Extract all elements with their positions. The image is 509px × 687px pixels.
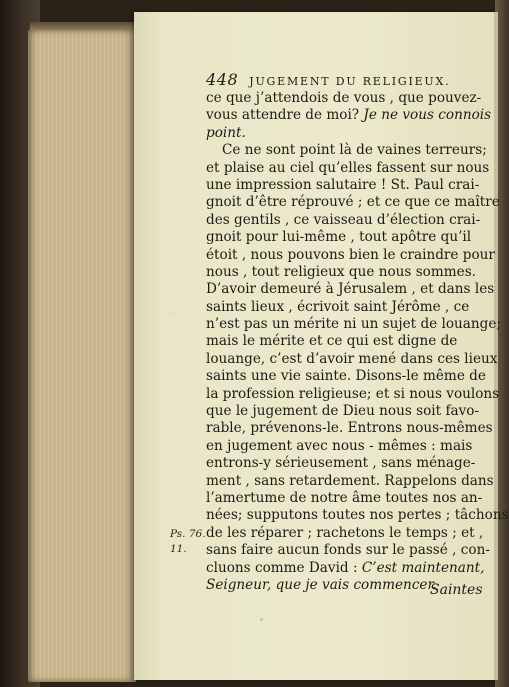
text-line [206, 368, 486, 385]
text-run: des gentils , ce vaisseau d’élection crai- [206, 211, 481, 228]
text-run: gnoit pour lui-même , tout apôtre qu’il [206, 229, 472, 246]
text-run: la profession religieuse; et si nous voulons [206, 385, 500, 402]
text-line [206, 142, 486, 159]
text-line [206, 455, 486, 472]
page-text [206, 70, 509, 594]
text-line [206, 403, 486, 420]
text-line [206, 246, 495, 264]
body-text [206, 90, 509, 594]
text-line [206, 264, 486, 281]
text-line [206, 542, 490, 559]
text-run: D’avoir demeuré à Jérusalem , et dans les [206, 281, 495, 298]
italic-text: Je ne vous connois [363, 107, 492, 124]
italic-text: Seigneur, que je vais commencer. [206, 576, 437, 593]
text-run: nous , tout religieux que nous sommes. [206, 263, 476, 280]
text-run: ce que j’attendois de vous , que pouvez- [206, 90, 482, 106]
text-line [206, 159, 490, 177]
text-run: en jugement avec nous - mêmes : mais [206, 437, 473, 454]
page-number: 448 [206, 70, 239, 89]
text-run: cluons comme David : [206, 559, 362, 576]
text-line [206, 385, 500, 403]
text-line [206, 560, 486, 577]
text-line [206, 316, 501, 333]
text-line [206, 472, 494, 490]
text-run: étoit , nous pouvons bien le craindre pour [206, 246, 495, 263]
text-run: n’est pas un mérite ni un sujet de louange; [206, 316, 501, 333]
text-line [206, 420, 493, 437]
text-line [206, 90, 486, 107]
margin-note-verse: 11. [170, 543, 187, 555]
text-line [206, 229, 486, 246]
text-run: saints une vie sainte. Disons-le même de [206, 368, 486, 385]
margin-smudge: .: [170, 307, 176, 317]
text-run: et plaise au ciel qu’elles fassent sur nous [206, 159, 490, 176]
text-run: de les réparer ; rachetons le temps ; et , [206, 524, 484, 541]
text-line [206, 333, 486, 350]
text-line [206, 490, 486, 507]
text-line [206, 507, 509, 524]
paper-speck [260, 618, 263, 621]
stacked-pages-edge [28, 30, 136, 682]
text-run: nées; supputons toutes nos pertes ; tâchons [206, 507, 509, 524]
text-line [206, 525, 486, 542]
text-line [206, 299, 486, 316]
text-line [206, 107, 492, 124]
italic-text: point. [206, 124, 246, 141]
text-run: Ce ne sont point là de vaines terreurs; [222, 142, 487, 159]
text-run: gnoit d’être réprouvé ; et ce que ce maître [206, 194, 500, 211]
catchword: Saintes [430, 582, 483, 598]
text-run: entrons-y sérieusement , sans ménage- [206, 455, 476, 472]
text-line [206, 438, 486, 455]
running-head: JUGEMENT DU RELIGIEUX. [249, 75, 451, 88]
margin-note-ref: Ps. 76. [170, 528, 206, 540]
text-line [206, 212, 486, 229]
text-run: vous attendre de moi? [206, 107, 364, 124]
text-line [206, 350, 498, 368]
text-run: ment , sans retardement. Rappelons dans [206, 472, 494, 489]
text-line [206, 194, 500, 211]
text-run: une impression salutaire ! St. Paul crai- [206, 176, 480, 193]
text-run: rable, prévenons-le. Entrons nous-mêmes [206, 420, 493, 437]
text-run: mais le mérite et ce qui est digne de [206, 333, 458, 350]
italic-text: C’est maintenant, [361, 559, 485, 576]
margin-note [170, 527, 206, 557]
text-line [206, 177, 486, 194]
text-run: sans faire aucun fonds sur le passé , con- [206, 542, 490, 559]
page-header [206, 70, 486, 90]
page-edge-right [494, 12, 498, 680]
text-line [206, 281, 495, 298]
text-line [206, 125, 486, 142]
text-run: l’amertume de notre âme toutes nos an- [206, 489, 483, 506]
text-run: que le jugement de Dieu nous soit favo- [206, 403, 480, 420]
text-run: saints lieux , écrivoit saint Jérôme , ce [206, 298, 470, 315]
text-run: louange, c’est d’avoir mené dans ces lieux [206, 350, 498, 367]
